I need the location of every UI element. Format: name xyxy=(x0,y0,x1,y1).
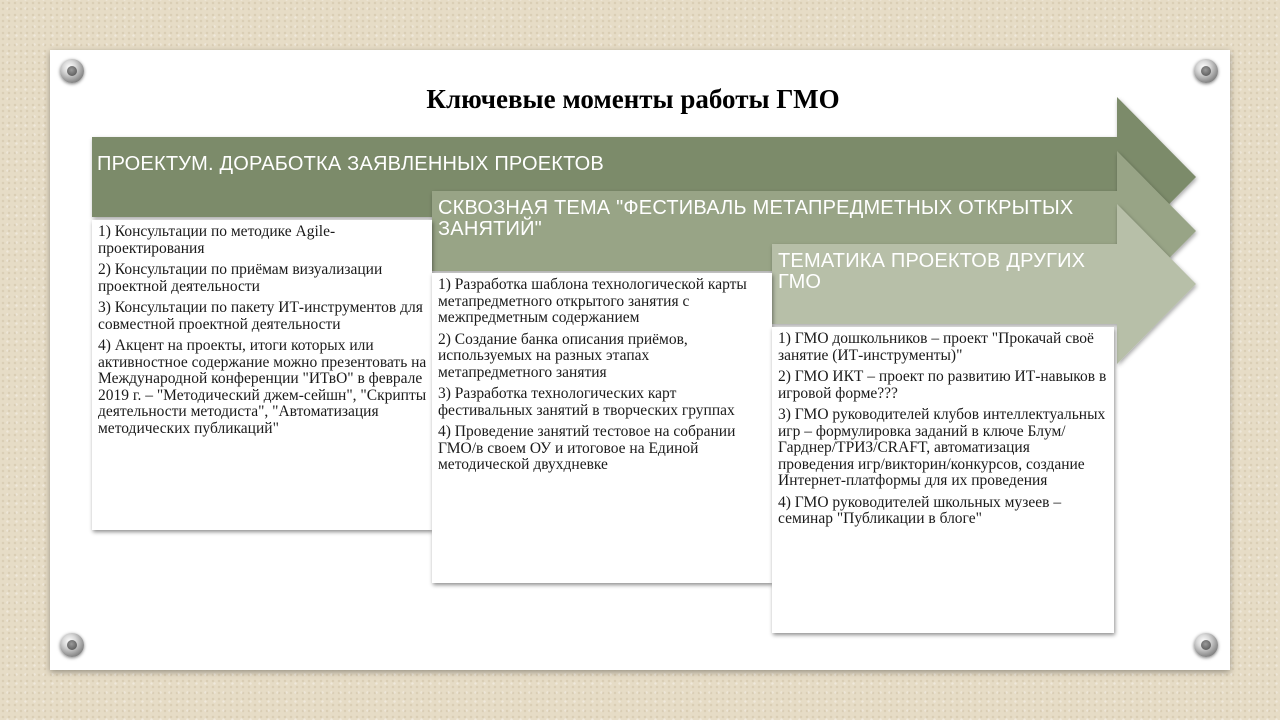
column-3-heading: ТЕМАТИКА ПРОЕКТОВ ДРУГИХ ГМО xyxy=(778,250,1086,293)
column-2-box xyxy=(432,273,772,583)
list-item: 1) Консультации по методике Agile-проектирования xyxy=(98,223,336,257)
column-3-box xyxy=(772,327,1114,633)
list-item: 2) Консультации по приёмам визуализации проектной деятельности xyxy=(98,261,383,295)
list-item: 1) Разработка шаблона технологической карты метапредметного открытого занятия с межпредметным содержанием xyxy=(438,276,747,326)
column-1-heading: ПРОЕКТУМ. ДОРАБОТКА ЗАЯВЛЕННЫХ ПРОЕКТОВ xyxy=(97,153,604,175)
list-item: 3) Консультации по пакету ИТ-инструментов для совместной проектной деятельности xyxy=(98,299,423,333)
slide-title: Ключевые моменты работы ГМО xyxy=(426,84,840,114)
list-item: 1) ГМО дошкольников – проект "Прокачай своё занятие (ИТ-инструменты)" xyxy=(778,330,1094,364)
list-item: 4) Акцент на проекты, итоги которых или активностное содержание можно презентовать на Международной конференции "ИТвО" в феврале 2019 г. – "Методический джем-сейшн", "Скрипты деятельности методиста", "Автоматизация методических публикаций" xyxy=(98,337,427,437)
list-item: 2) ГМО ИКТ – проект по развитию ИТ-навыков в игровой форме??? xyxy=(778,368,1107,402)
list-item: 4) Проведение занятий тестовое на собрании ГМО/в своем ОУ и итоговое на Единой методической двухдневке xyxy=(438,423,736,473)
list-item: 2) Создание банка описания приёмов, используемых на разных этапах метапредметного занятия xyxy=(438,330,688,381)
list-item: 3) ГМО руководителей клубов интеллектуальных игр – формулировка заданий в ключе Блум/Гарднер/ТРИЗ/CRAFT, автоматизация проведения игр/викторин/конкурсов, создание Интернет-платформы для их проведения xyxy=(778,406,1106,489)
list-item: 3) Разработка технологических карт фестивальных занятий в творческих группах xyxy=(438,385,735,419)
column-2-heading: СКВОЗНАЯ ТЕМА "ФЕСТИВАЛЬ МЕТАПРЕДМЕТНЫХ ОТКРЫТЫХ ЗАНЯТИЙ" xyxy=(438,197,1074,240)
list-item: 4) ГМО руководителей школьных музеев – семинар "Публикации в блоге" xyxy=(778,493,1062,527)
column-1-box xyxy=(92,220,432,530)
